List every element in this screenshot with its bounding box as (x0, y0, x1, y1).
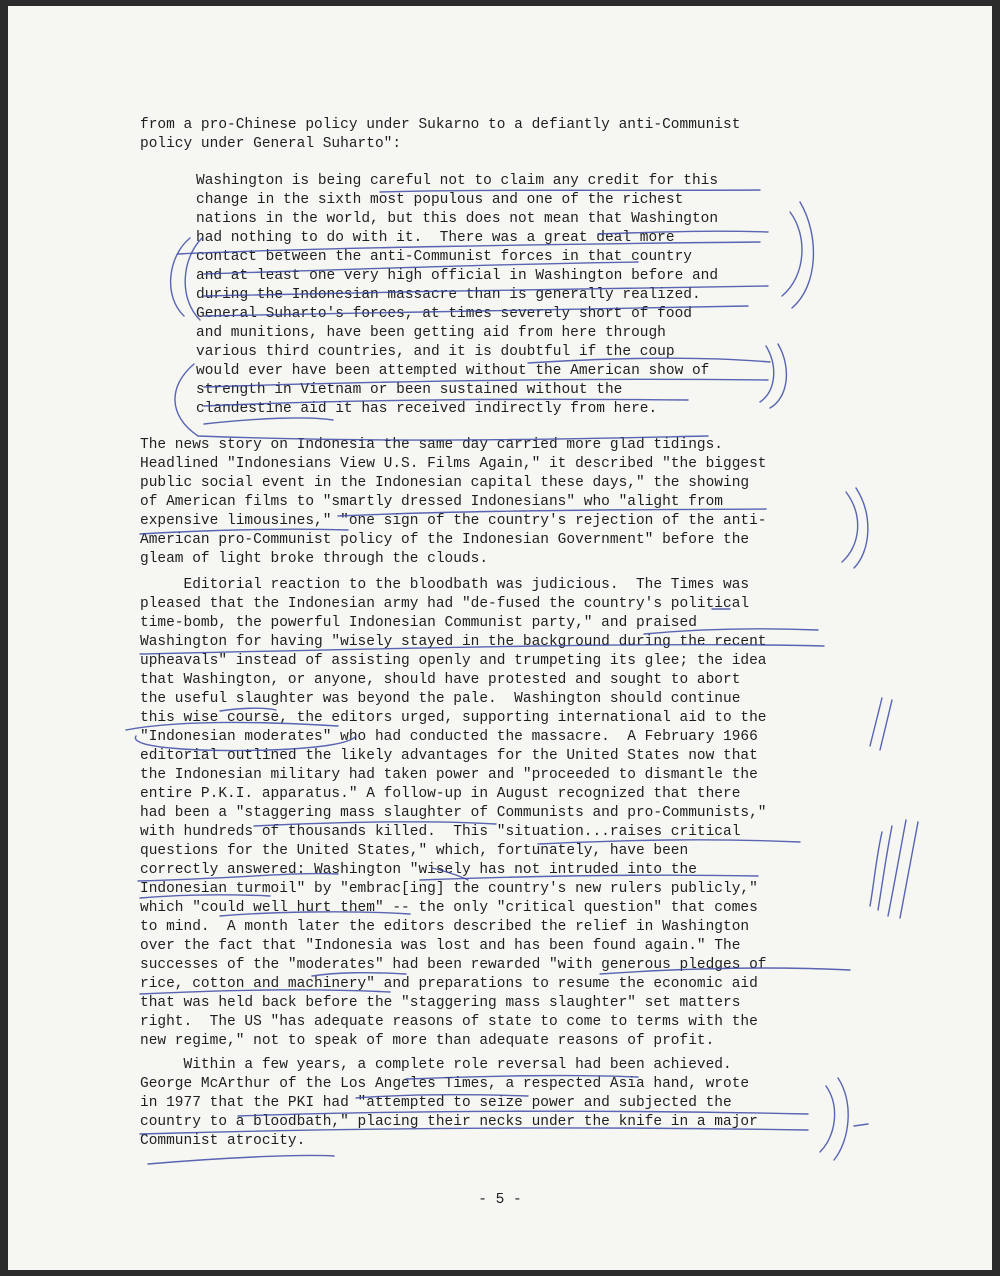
paragraph-role-reversal (140, 1056, 840, 1151)
text-line: clandestine aid it has received indirectly from here. (196, 401, 658, 417)
intro-text (140, 116, 840, 154)
text-line: the useful slaughter was beyond the pale. Washington should continue (140, 691, 741, 707)
text-line: Headlined "Indonesians View U.S. Films Again," it described "the biggest (140, 456, 767, 472)
text-line: Editorial reaction to the bloodbath was judicious. The Times was (140, 577, 750, 593)
text-line: would ever have been attempted without the American show of (196, 363, 710, 379)
text-line: had nothing to do with it. There was a great deal more (196, 230, 675, 246)
text-line: strength in Vietnam or been sustained without the (196, 382, 623, 398)
text-line: over the fact that "Indonesia was lost and has been found again." The (140, 938, 741, 954)
page-number: - 5 - (478, 1192, 522, 1208)
text-line: that was held back before the "staggering mass slaughter" set matters (140, 995, 741, 1011)
text-line: time-bomb, the powerful Indonesian Communist party," and praised (140, 615, 697, 631)
text-line: rice, cotton and machinery" and preparations to resume the economic aid (140, 976, 758, 992)
text-line: entire P.K.I. apparatus." A follow-up in August recognized that there (140, 786, 741, 802)
text-line: right. The US "has adequate reasons of state to come to terms with the (140, 1014, 758, 1030)
text-line: had been a "staggering mass slaughter of Communists and pro-Communists," (140, 805, 767, 821)
text-line: and at least one very high official in Washington before and (196, 268, 719, 284)
text-line: country to a bloodbath," placing their necks under the knife in a major (140, 1114, 758, 1130)
text-line: "Indonesian moderates" who had conducted the massacre. A February 1966 (140, 729, 758, 745)
text-line: George McArthur of the Los Angeles Times, a respected Asia hand, wrote (140, 1076, 750, 1092)
text-line: that Washington, or anyone, should have protested and sought to abort (140, 672, 741, 688)
text-line: of American films to "smartly dressed Indonesians" who "alight from (140, 494, 723, 510)
text-line: policy under General Suharto": (140, 136, 402, 152)
paragraph-films (140, 436, 840, 569)
text-line: contact between the anti-Communist forces in that country (196, 249, 692, 265)
text-line: public social event in the Indonesian capital these days," the showing (140, 475, 750, 491)
text-line: editorial outlined the likely advantages for the United States now that (140, 748, 758, 764)
text-line: new regime," not to speak of more than adequate reasons of profit. (140, 1033, 715, 1049)
text-line: questions for the United States," which, fortunately, have been (140, 843, 689, 859)
text-line: change in the sixth most populous and one of the richest (196, 192, 684, 208)
text-line: in 1977 that the PKI had "attempted to seize power and subjected the (140, 1095, 732, 1111)
text-line: American pro-Communist policy of the Indonesian Government" before the (140, 532, 750, 548)
text-line: various third countries, and it is doubtful if the coup (196, 344, 675, 360)
block-quote (196, 172, 796, 419)
text-line: Washington is being careful not to claim any credit for this (196, 173, 719, 189)
text-line: pleased that the Indonesian army had "de-fused the country's political (140, 596, 750, 612)
text-line: with hundreds of thousands killed. This "situation...raises critical (140, 824, 741, 840)
text-line: Washington for having "wisely stayed in the background during the recent (140, 634, 767, 650)
text-line: upheavals" instead of assisting openly and trumpeting its glee; the idea (140, 653, 767, 669)
text-line: from a pro-Chinese policy under Sukarno to a defiantly anti-Communist (140, 117, 741, 133)
text-line: during the Indonesian massacre than is generally realized. (196, 287, 701, 303)
text-line: to mind. A month later the editors described the relief in Washington (140, 919, 750, 935)
document-page (8, 6, 992, 1270)
text-line: which "could well hurt them" -- the only "critical question" that comes (140, 900, 758, 916)
text-line: nations in the world, but this does not mean that Washington (196, 211, 719, 227)
text-line: Indonesian turmoil" by "embrac[ing] the country's new rulers publicly," (140, 881, 758, 897)
text-line: the Indonesian military had taken power and "proceeded to dismantle the (140, 767, 758, 783)
paragraph-editorial (140, 576, 840, 1051)
text-line: successes of the "moderates" had been rewarded "with generous pledges of (140, 957, 767, 973)
text-line: and munitions, have been getting aid from here through (196, 325, 666, 341)
text-line: expensive limousines," "one sign of the country's rejection of the anti- (140, 513, 767, 529)
text-line: General Suharto's forces, at times severely short of food (196, 306, 692, 322)
text-line: The news story on Indonesia the same day carried more glad tidings. (140, 437, 723, 453)
text-line: Within a few years, a complete role reversal had been achieved. (140, 1057, 732, 1073)
text-line: Communist atrocity. (140, 1133, 306, 1149)
text-line: correctly answered: Washington "wisely has not intruded into the (140, 862, 697, 878)
text-line: this wise course, the editors urged, supporting international aid to the (140, 710, 767, 726)
text-line: gleam of light broke through the clouds. (140, 551, 489, 567)
